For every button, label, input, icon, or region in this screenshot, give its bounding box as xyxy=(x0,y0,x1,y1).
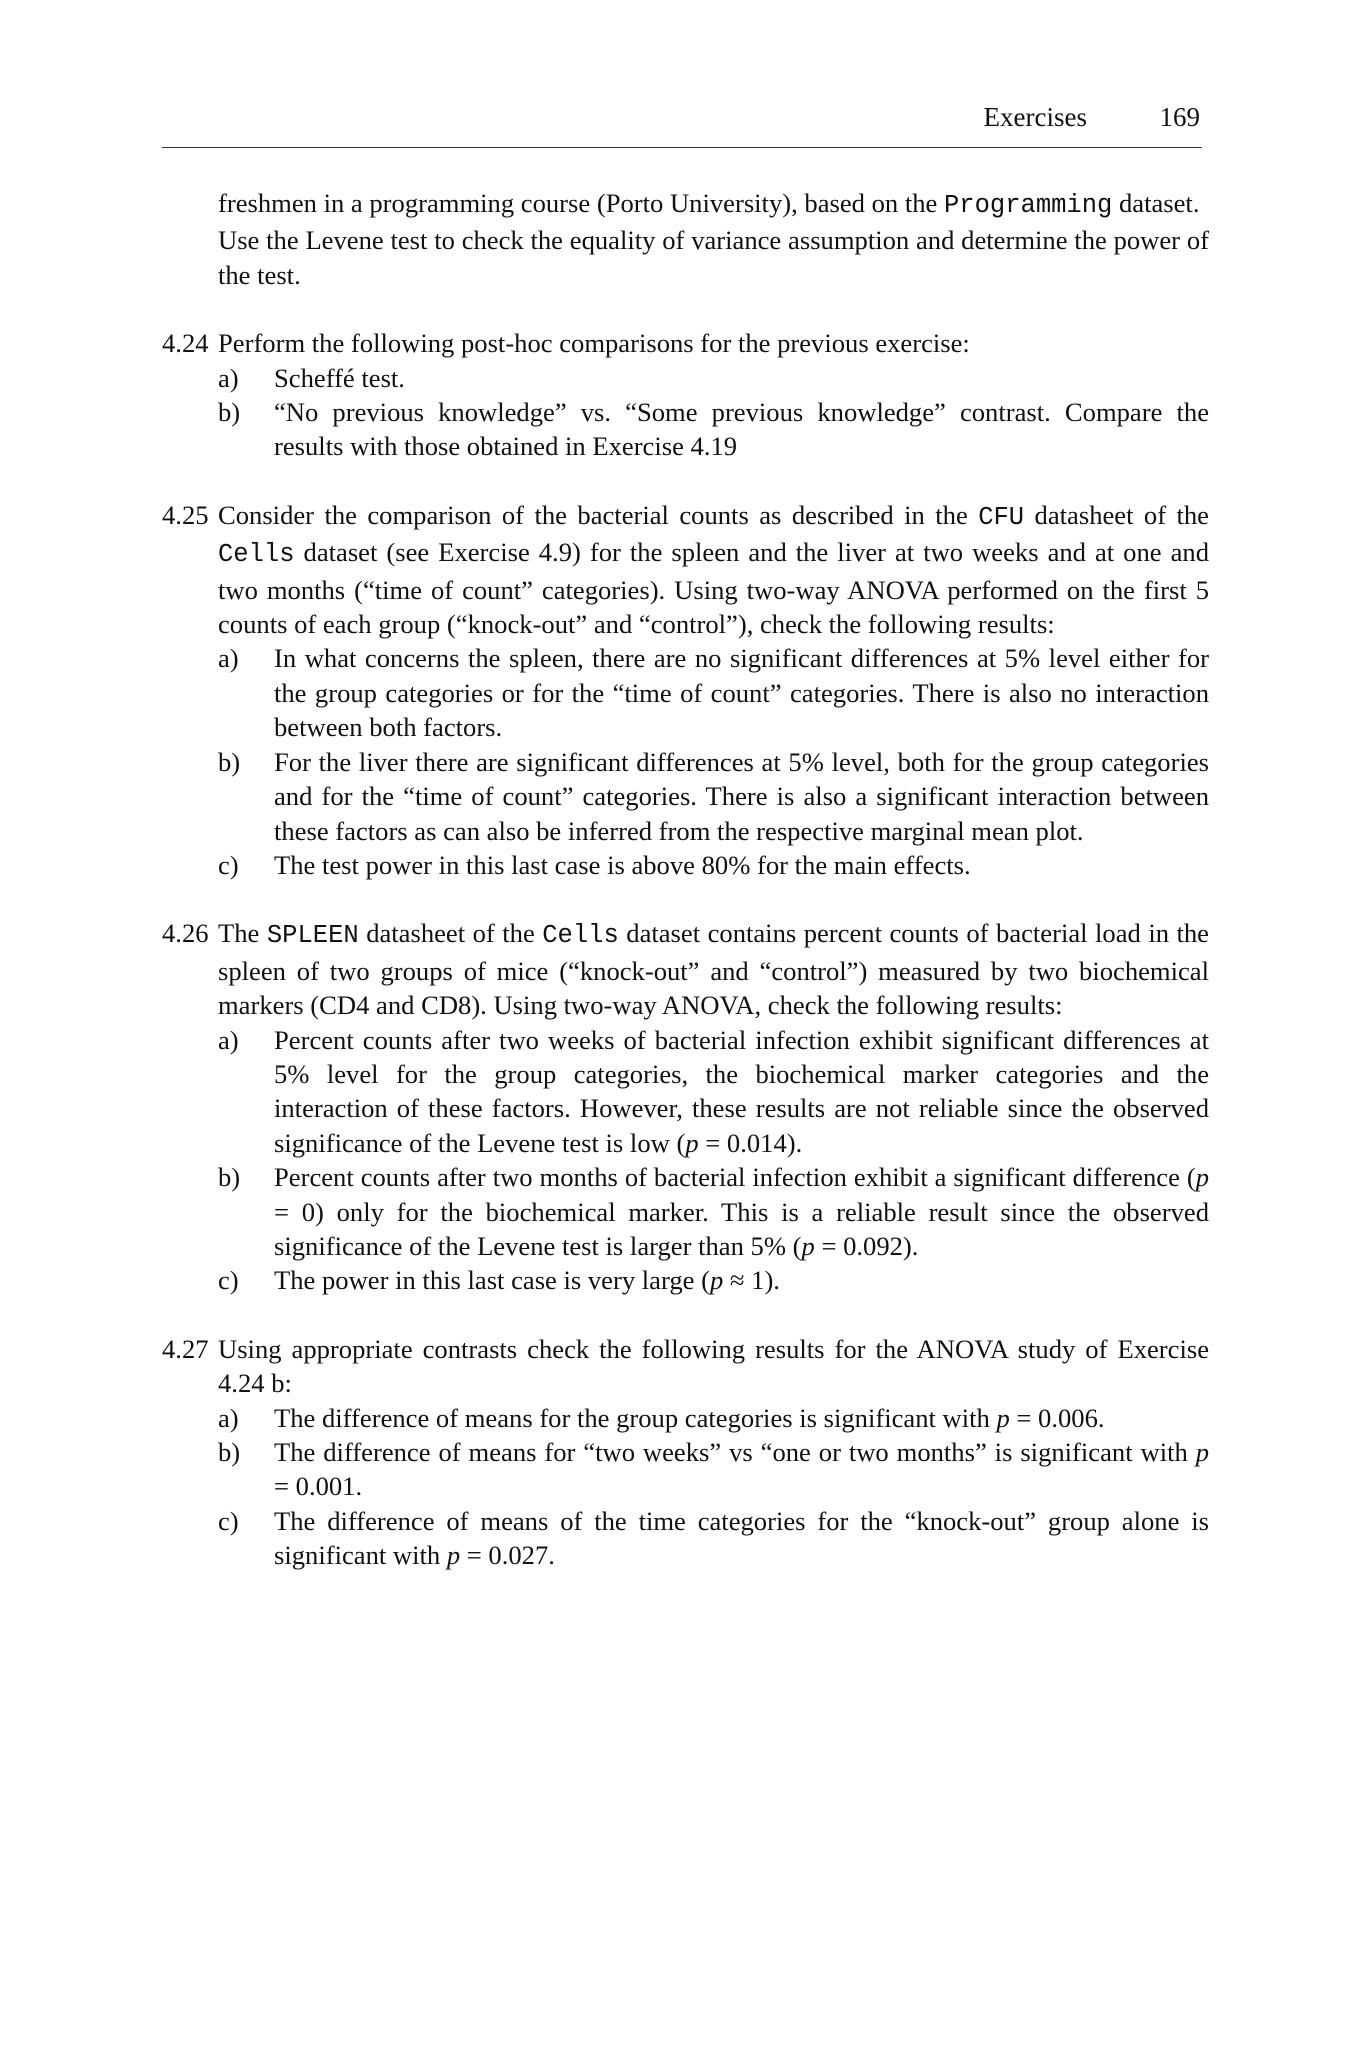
code-cells: Cells xyxy=(218,540,295,570)
list-item: b) “No previous knowledge” vs. “Some previous knowledge” contrast. Compare the results with those obtained in Exercise 4.19 xyxy=(218,397,1209,462)
exercise-4-25 xyxy=(162,498,1209,642)
list-item: a) The difference of means for the group categories is significant with p = 0.006. xyxy=(218,1402,1105,1433)
list-item: b) For the liver there are significant differences at 5% level, both for the group categories and for the “time of count” categories. There is also a significant interaction between these factors as can also be inferred from the respective marginal mean plot. xyxy=(218,746,1209,846)
list-item: a) Percent counts after two weeks of bacterial infection exhibit significant differences at 5% level for the group categories, the biochemical marker categories and the interaction of these factors. However, these results are not reliable since the observed significance of the Levene test is low (p = 0.014). xyxy=(218,1024,1209,1158)
list-item: a) In what concerns the spleen, there are no significant differences at 5% level either for the group categories or for the “time of count” categories. There is also no interaction between both factors. xyxy=(218,643,1209,743)
exercise-text: Perform the following post-hoc comparisons for the previous exercise: xyxy=(218,328,970,359)
list-item: b) The difference of means for “two weeks” vs “one or two months” is significant with p = 0.001. xyxy=(218,1437,1209,1502)
list-item: b) Percent counts after two months of bacterial infection exhibit a significant difference (p = 0) only for the biochemical marker. This is a reliable result since the observed significance of the Levene test is larger than 5% (p = 0.092). xyxy=(218,1162,1209,1261)
exercise-number: 4.26 xyxy=(162,918,209,949)
exercise-text: Using appropriate contrasts check the following results for the ANOVA study of Exercise 4.24 b: xyxy=(218,1333,1209,1399)
exercise-number: 4.24 xyxy=(162,328,209,359)
list-item: c) The difference of means of the time categories for the “knock-out” group alone is significant with p = 0.027. xyxy=(218,1505,1209,1571)
intro-paragraph: freshmen in a programming course (Porto University), based on the Programming dataset. xyxy=(218,188,1200,220)
list-item: a) Scheffé test. xyxy=(218,362,405,393)
exercise-4-27 xyxy=(162,1332,1209,1401)
exercise-number: 4.27 xyxy=(162,1333,209,1364)
running-title: Exercises xyxy=(983,102,1087,132)
code-cfu: CFU xyxy=(978,502,1025,532)
list-item: c) The test power in this last case is above 80% for the main effects. xyxy=(218,849,971,880)
exercise-text: The SPLEEN datasheet of the Cells dataset contains percent counts of bacterial load in the spleen of two groups of mice (“knock-out” and “control”) measured by two biochemical markers (CD4 and CD8). Using two-way ANOVA, check the following results: xyxy=(218,918,1209,1021)
intro-levene-paragraph: Use the Levene test to check the equality of variance assumption and determine the power of the test. xyxy=(218,225,1209,290)
page-number: 169 xyxy=(1159,102,1200,132)
exercise-4-24 xyxy=(162,326,1209,360)
page-header xyxy=(162,97,1202,148)
code-cells: Cells xyxy=(542,921,619,951)
page-body xyxy=(162,186,1209,1573)
exercise-4-26 xyxy=(162,916,1209,1022)
code-programming: Programming xyxy=(944,191,1113,220)
exercise-number: 4.25 xyxy=(162,499,209,530)
exercise-text: Consider the comparison of the bacterial counts as described in the CFU datasheet of the Cells dataset (see Exercise 4.9) for the spleen and the liver at two weeks and at one and two months (“time of count” categories). Using two-way ANOVA performed on the first 5 counts of each group (“knock-out” and “control”), check the following results: xyxy=(218,499,1209,640)
code-spleen: SPLEEN xyxy=(266,921,359,951)
list-item: c) The power in this last case is very large (p ≈ 1). xyxy=(218,1265,780,1296)
